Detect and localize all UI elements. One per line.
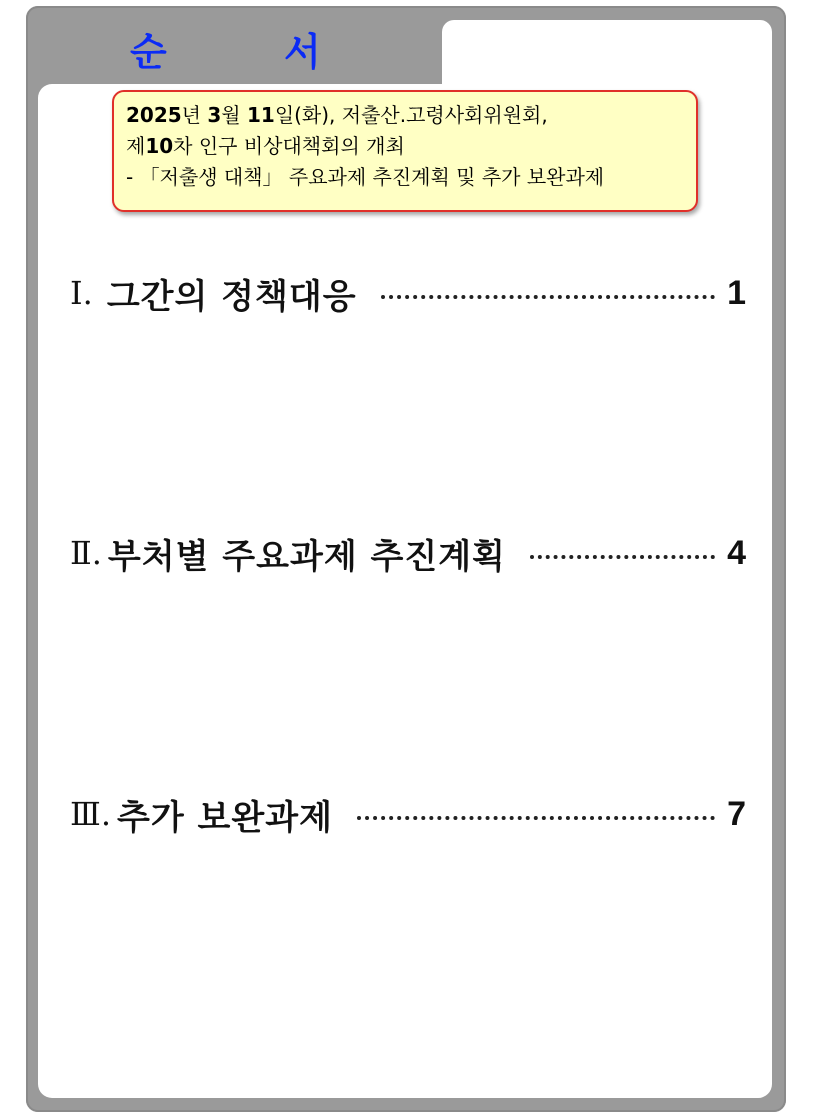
toc-page-number: 4 [727,533,746,572]
toc-item-2[interactable] [70,523,746,583]
toc-numeral: Ⅲ. [70,795,112,833]
page-title: 순 서 [130,30,373,74]
notice-box [112,90,698,212]
toc-label: 부처별 주요과제 추진계획 [107,536,506,577]
title-tab [30,10,440,82]
toc-page-number: 7 [727,794,746,833]
toc-item-3[interactable] [70,784,746,844]
notice-line-1: 2025년 3월 11일(화), 저출산.고령사회위원회, [126,103,548,127]
toc-page-number: 1 [727,273,746,312]
toc-leader [381,295,716,299]
notice-line-2: 제10차 인구 비상대책회의 개최 [126,134,405,158]
toc-label: 추가 보완과제 [117,797,333,838]
toc-numeral: Ⅱ. [70,534,102,572]
notice-line-3: - 「저출생 대책」 주요과제 추진계획 및 추가 보완과제 [126,165,605,189]
content-panel [38,84,772,1098]
toc-leader [357,816,715,820]
toc-leader [530,555,715,559]
toc-numeral: Ⅰ. [70,274,93,312]
toc-item-1[interactable] [70,263,746,323]
toc-label: 그간의 정책대응 [106,276,357,317]
